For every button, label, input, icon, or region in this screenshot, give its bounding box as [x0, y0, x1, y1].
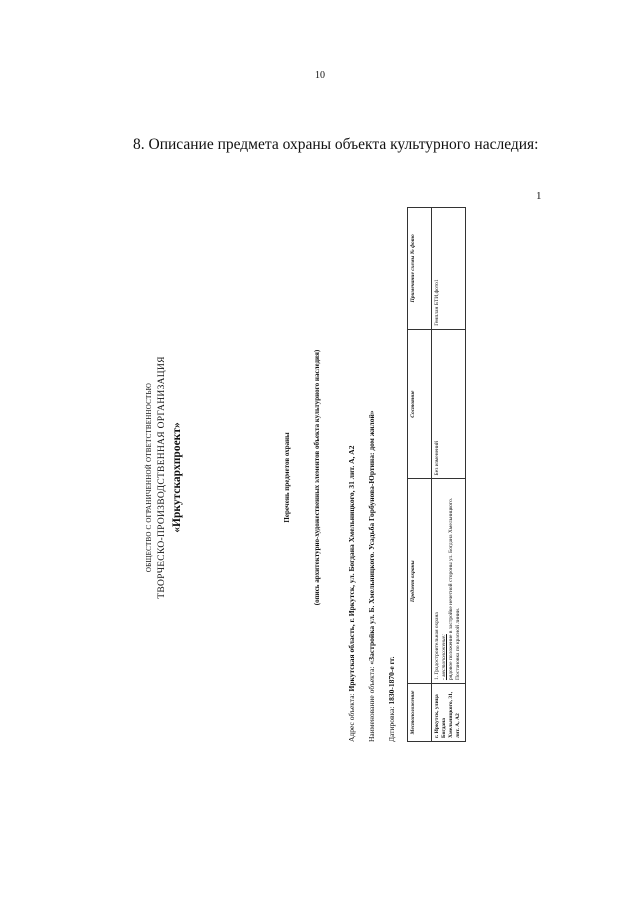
- cell-state: Без изменений: [432, 329, 466, 479]
- date-value: 1830-1870-е гг.: [387, 656, 396, 705]
- header-location: Местоположение: [408, 684, 432, 742]
- cell-location: г. Иркутск, улица Богдана Хмельницкого, 31, лит. А, А2: [432, 684, 466, 742]
- side-mark: 1: [536, 190, 542, 202]
- list-subtitle: (опись архитектурно-художественных элементов объекта культурного наследия): [313, 349, 321, 606]
- cell-note: Генплан БТИ,фото1: [432, 208, 466, 330]
- rotated-document-sheet: [135, 205, 461, 750]
- object-name: [367, 410, 376, 742]
- table-header-row: [408, 208, 432, 742]
- list-title: Перечень предметов охраны: [283, 432, 291, 523]
- subject-heading: 1. Градостроительная охрана: [434, 612, 440, 681]
- protection-table: [407, 207, 466, 742]
- organization-name: «Иркутскархпроект»: [171, 422, 183, 533]
- address-label: Адрес объекта:: [347, 693, 356, 742]
- organization-type: ОБЩЕСТВО С ОГРАНИЧЕННОЙ ОТВЕТСТВЕННОСТЬЮ: [145, 382, 153, 573]
- object-address: [347, 446, 356, 742]
- date-label: Датировка:: [387, 706, 396, 742]
- header-note: Примечание схемы № фото: [408, 208, 432, 330]
- name-label: Наименование объекта:: [367, 666, 376, 742]
- subject-text: рядовое положение в застройке нечетной стороны ул. Богдана Хмельницкого. Постановка по красной линии.: [447, 497, 461, 681]
- subject-subheading: - местоположение:: [440, 634, 447, 681]
- section-heading: 8. Описание предмета охраны объекта культурного наследия:: [133, 136, 539, 153]
- cell-subject: [432, 479, 466, 684]
- header-state: Состояние: [408, 329, 432, 479]
- page-number: 10: [315, 70, 325, 81]
- header-subject: Предмет охраны: [408, 479, 432, 684]
- address-value: Иркутская область, г. Иркутск, ул. Богдана Хмельницкого, 31 лит. А, А2: [347, 445, 356, 692]
- name-value: «Застройка ул. Б. Хмельницкого. Усадьба Горбунова-Юртина: дом жилой»: [367, 410, 376, 665]
- organization-kind: ТВОРЧЕСКО-ПРОИЗВОДСТВЕННАЯ ОРГАНИЗАЦИЯ: [157, 356, 167, 599]
- object-dating: [387, 657, 396, 742]
- table-row: [432, 208, 466, 742]
